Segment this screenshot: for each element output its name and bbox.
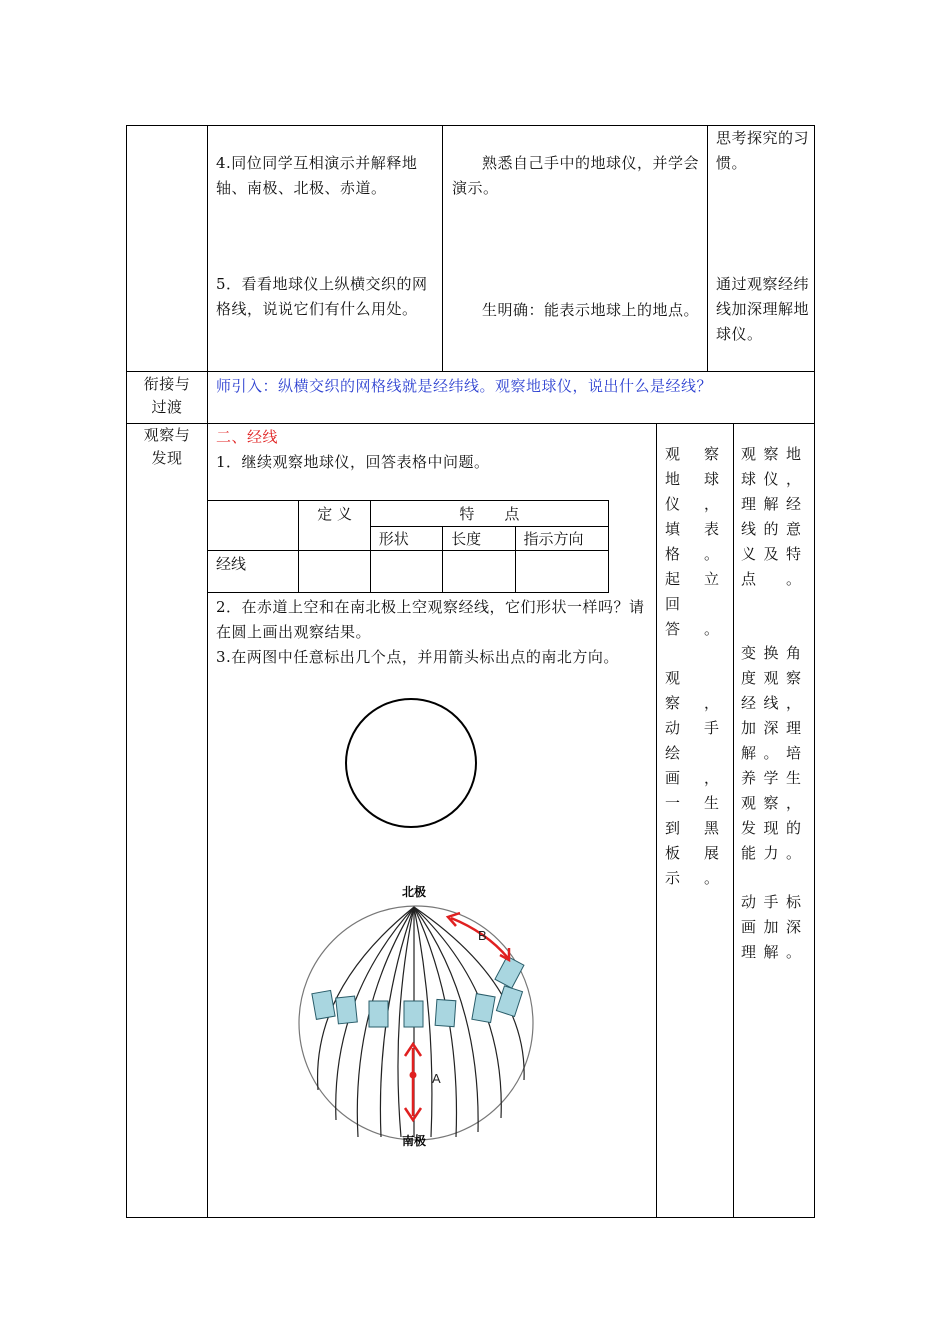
row-label-meridian: 经线 — [208, 551, 299, 593]
student-observe-b: 观察，动手绘画，一生到黑板展示。 — [665, 669, 725, 887]
step-1: 1．继续观察地球仪，回答表格中问题。 — [216, 453, 490, 471]
cell-definition[interactable] — [299, 551, 370, 593]
north-pole-label: 北极 — [402, 885, 427, 899]
header-shape: 形状 — [370, 527, 442, 551]
blank-circle-drawing[interactable] — [340, 693, 484, 833]
cell-direction[interactable] — [515, 551, 608, 593]
table-border-right — [814, 125, 815, 1218]
student-activity-a: 熟悉自己手中的地球仪，并学会演示。 — [452, 154, 700, 197]
col-divider-3-top — [707, 125, 708, 372]
table-border-top — [126, 125, 815, 126]
cell-length[interactable] — [443, 551, 515, 593]
header-definition: 定 义 — [299, 501, 370, 551]
intent-observe-a: 观察地球仪，理解经线的意义及特点。 — [741, 445, 807, 588]
cell-shape[interactable] — [370, 551, 442, 593]
student-observe-a: 观察地球仪，填表格。起立回答。 — [665, 445, 725, 638]
header-length: 长度 — [443, 527, 515, 551]
step-3: 3.在两图中任意标出几个点，并用箭头标出点的南北方向。 — [216, 648, 619, 666]
table-corner — [208, 501, 299, 551]
student-activity-b: 生明确：能表示地球上的地点。 — [482, 301, 700, 319]
point-a-label: A — [432, 1071, 441, 1086]
step-2: 2．在赤道上空和在南北极上空观察经线，它们形状一样吗？请在圆上画出观察结果。 — [216, 598, 645, 641]
globe-diagram — [296, 880, 546, 1152]
row-divider-2 — [126, 423, 815, 424]
south-pole-label: 南极 — [402, 1134, 427, 1148]
intent-observe-b: 变换角度观察经线，加深理解。培养学生观察，发现的能力。 — [741, 644, 807, 862]
intent-a: 思考探究的习惯。 — [716, 129, 810, 172]
transition-text: 师引入：纵横交织的网格线就是经纬线。观察地球仪，说出什么是经线？ — [216, 377, 713, 395]
col-divider-1 — [207, 125, 208, 1218]
col-divider-2-top — [442, 125, 443, 372]
activity-item-4: 4.同位同学互相演示并解释地轴、南极、北极、赤道。 — [216, 154, 418, 197]
activity-item-5: 5．看看地球仪上纵横交织的网格线，说说它们有什么用处。 — [216, 275, 428, 318]
header-features: 特 点 — [370, 501, 608, 527]
col-divider-3-bottom — [733, 423, 734, 1218]
point-b-label: B — [478, 928, 487, 943]
row-divider-1 — [126, 371, 815, 372]
header-direction: 指示方向 — [515, 527, 608, 551]
meridian-table — [207, 500, 609, 593]
observe-label: 观察与发现 — [143, 426, 191, 467]
section-heading: 二、经线 — [216, 428, 279, 446]
intent-b: 通过观察经纬线加深理解地球仪。 — [716, 275, 810, 343]
table-border-bottom — [126, 1217, 815, 1218]
intent-observe-c: 动手标画加深理解。 — [741, 893, 807, 961]
table-border-left — [126, 125, 127, 1218]
transition-label: 衔接与过渡 — [143, 375, 191, 416]
col-divider-2-bottom — [656, 423, 657, 1218]
